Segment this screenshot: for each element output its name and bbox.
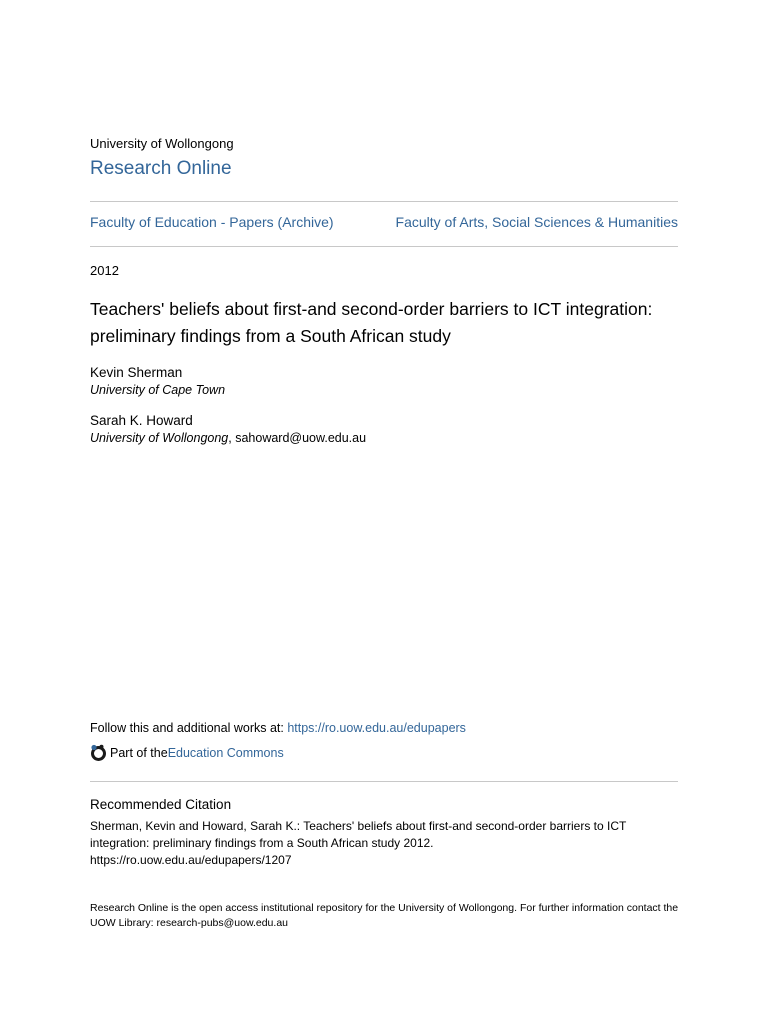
collection-link-arts[interactable]: Faculty of Arts, Social Sciences & Humanities: [395, 214, 678, 230]
part-of-prefix: Part of the: [110, 745, 168, 760]
paper-title: Teachers' beliefs about first-and second-order barriers to ICT integration: preliminary findings from a South African study: [90, 299, 653, 346]
citation-url: https://ro.uow.edu.au/edupapers/1207: [90, 853, 292, 867]
follow-line: [90, 721, 466, 735]
divider: [90, 201, 678, 202]
author-name: Sarah K. Howard: [90, 413, 193, 428]
divider: [90, 246, 678, 247]
publication-year: 2012: [90, 263, 119, 278]
author-affiliation: University of Wollongong, sahoward@uow.edu.au: [90, 431, 367, 445]
divider: [90, 781, 678, 782]
part-of-line: [90, 744, 284, 761]
education-commons-link[interactable]: Education Commons: [167, 745, 284, 760]
follow-prefix: Follow this and additional works at:: [90, 721, 288, 735]
citation-heading: Recommended Citation: [90, 797, 232, 812]
citation-text: [90, 818, 680, 869]
author-name: Kevin Sherman: [90, 365, 183, 380]
author-email: , sahoward@uow.edu.au: [228, 431, 367, 445]
repository-link[interactable]: Research Online: [90, 158, 232, 179]
commons-network-icon: [90, 744, 107, 761]
institution-name: University of Wollongong: [90, 136, 234, 151]
citation-body: Sherman, Kevin and Howard, Sarah K.: Teachers' beliefs about first-and second-order barriers to ICT integration: preliminary findings from a South African study 2012.: [90, 819, 627, 850]
author-affiliation: University of Cape Town: [90, 383, 226, 397]
collection-link-education[interactable]: Faculty of Education - Papers (Archive): [90, 214, 334, 230]
repository-footer: Research Online is the open access institutional repository for the University of Wollongong. For further information contact the UOW Library: research-pubs@uow.edu.au: [90, 902, 679, 929]
follow-url-link[interactable]: https://ro.uow.edu.au/edupapers: [287, 721, 466, 735]
